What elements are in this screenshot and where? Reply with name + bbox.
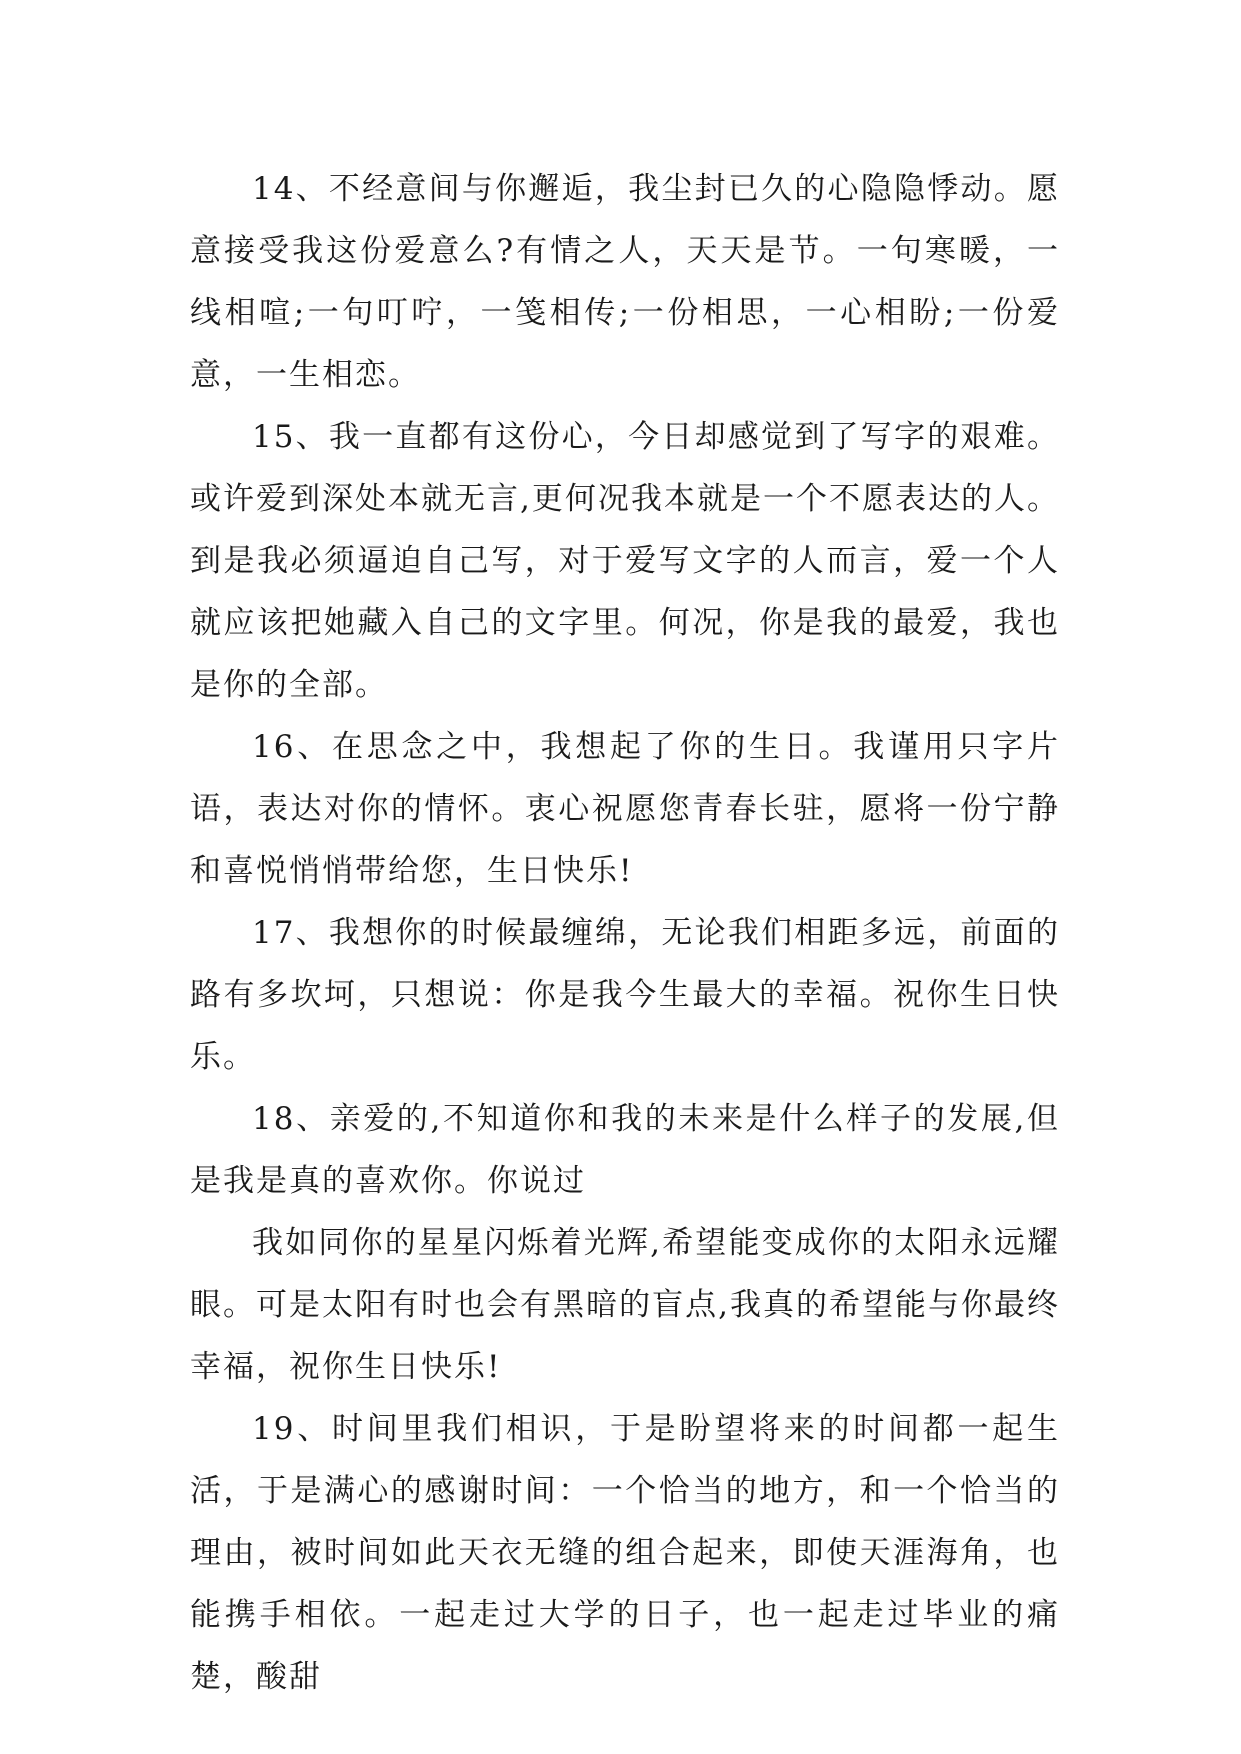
paragraph-18: 18、亲爱的,不知道你和我的未来是什么样子的发展,但是我是真的喜欢你。你说过 (190, 1101, 1060, 1199)
paragraph-19: 19、时间里我们相识，于是盼望将来的时间都一起生活，于是满心的感谢时间：一个恰当的地方，和一个恰当的理由，被时间如此天衣无缝的组合起来，即使天涯海角，也能携手相依。一起走过大学的日子，也一起走过毕业的痛楚，酸甜 (190, 1411, 1060, 1695)
paragraph-14: 14、不经意间与你邂逅，我尘封已久的心隐隐悸动。愿意接受我这份爱意么?有情之人，天天是节。一句寒暖，一线相喧;一句叮咛，一笺相传;一份相思，一心相盼;一份爱意，一生相恋。 (190, 171, 1060, 393)
paragraph-17: 17、我想你的时候最缠绵，无论我们相距多远，前面的路有多坎坷，只想说：你是我今生最大的幸福。祝你生日快乐。 (190, 915, 1060, 1075)
paragraph-18-continued: 我如同你的星星闪烁着光辉,希望能变成你的太阳永远耀眼。可是太阳有时也会有黑暗的盲点,我真的希望能与你最终幸福，祝你生日快乐! (190, 1225, 1060, 1385)
paragraph-15: 15、我一直都有这份心，今日却感觉到了写字的艰难。或许爱到深处本就无言,更何况我本就是一个不愿表达的人。到是我必须逼迫自己写，对于爱写文字的人而言，爱一个人就应该把她藏入自己的文字里。何况，你是我的最爱，我也是你的全部。 (190, 419, 1060, 703)
paragraph-16: 16、在思念之中，我想起了你的生日。我谨用只字片语，表达对你的情怀。衷心祝愿您青春长驻，愿将一份宁静和喜悦悄悄带给您，生日快乐! (190, 729, 1060, 889)
document-body (190, 158, 1060, 1708)
